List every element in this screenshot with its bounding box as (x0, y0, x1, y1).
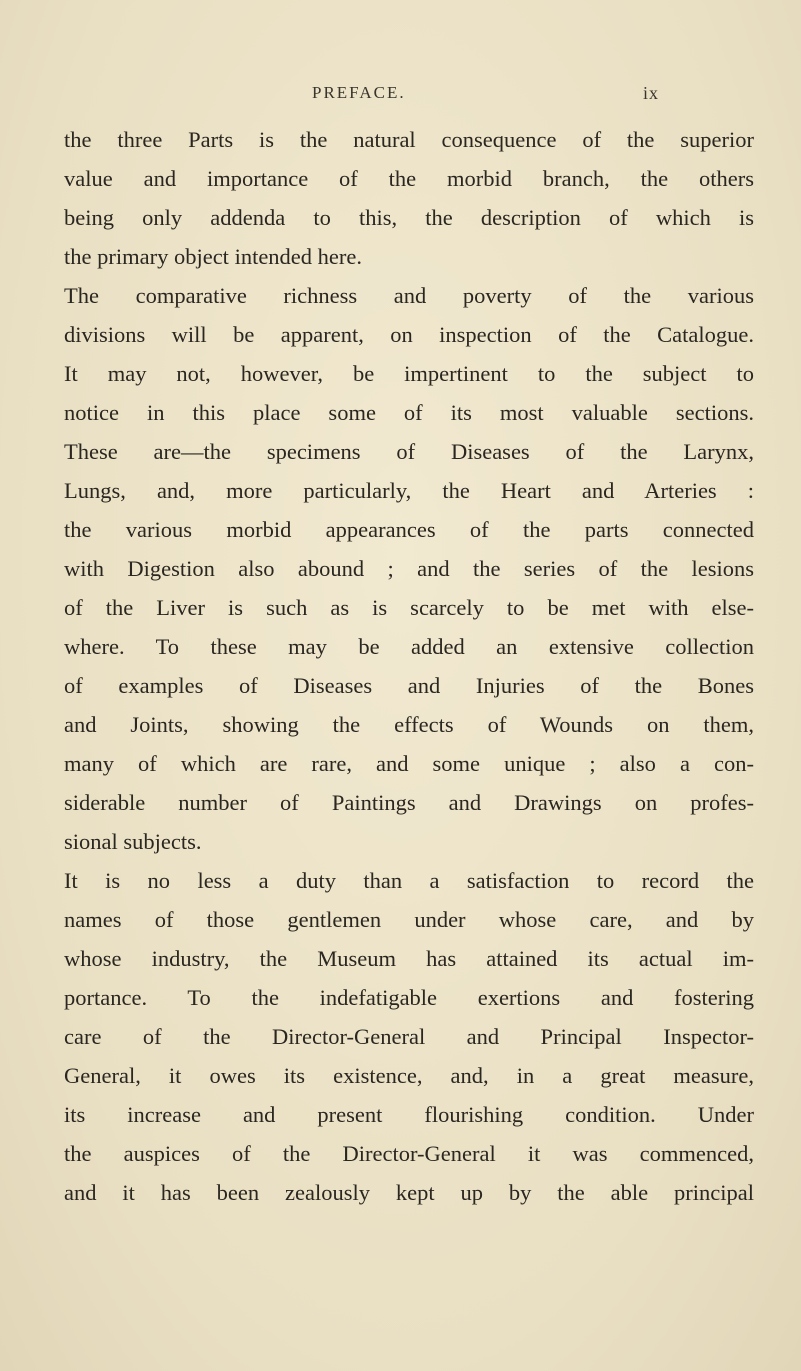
body-text (64, 120, 754, 1212)
text-line: of examples of Diseases and Injuries of the Bones (64, 673, 754, 698)
text-line: These are—the specimens of Diseases of the Larynx, (64, 439, 754, 464)
text-line: General, it owes its existence, and, in a great measure, (64, 1063, 754, 1088)
text-line: its increase and present flourishing condition. Under (64, 1102, 754, 1127)
text-line: and Joints, showing the effects of Wounds on them, (64, 712, 754, 737)
text-line: the auspices of the Director-General it was commenced, (64, 1141, 754, 1166)
text-line: Lungs, and, more particularly, the Heart and Arteries : (64, 478, 754, 503)
page-number: ix (643, 83, 660, 103)
running-head (0, 83, 801, 103)
text-line: portance. To the indefatigable exertions and fostering (64, 985, 754, 1010)
text-line: The comparative richness and poverty of the various (64, 283, 754, 308)
text-line: notice in this place some of its most valuable sections. (64, 400, 754, 425)
text-line: where. To these may be added an extensive collection (64, 634, 754, 659)
text-line: divisions will be apparent, on inspection of the Catalogue. (64, 322, 754, 347)
text-line: It may not, however, be impertinent to the subject to (64, 361, 754, 386)
text-line: the various morbid appearances of the parts connected (64, 517, 754, 542)
text-line: of the Liver is such as is scarcely to be met with else- (64, 595, 754, 620)
text-line: siderable number of Paintings and Drawings on profes- (64, 790, 754, 815)
text-line: with Digestion also abound ; and the series of the lesions (64, 556, 754, 581)
text-line: and it has been zealously kept up by the able principal (64, 1180, 754, 1205)
text-line: the primary object intended here. (64, 244, 363, 269)
text-line: value and importance of the morbid branch, the others (64, 166, 754, 191)
text-line: names of those gentlemen under whose care, and by (64, 907, 754, 932)
text-line: the three Parts is the natural consequence of the superior (64, 127, 754, 152)
text-line: It is no less a duty than a satisfaction to record the (64, 868, 754, 893)
text-line: care of the Director-General and Principal Inspector- (64, 1024, 754, 1049)
text-line: many of which are rare, and some unique ; also a con- (64, 751, 754, 776)
text-line: sional subjects. (64, 829, 202, 854)
text-line: whose industry, the Museum has attained its actual im- (64, 946, 754, 971)
running-title: PREFACE. (312, 83, 406, 102)
text-line: being only addenda to this, the description of which is (64, 205, 754, 230)
